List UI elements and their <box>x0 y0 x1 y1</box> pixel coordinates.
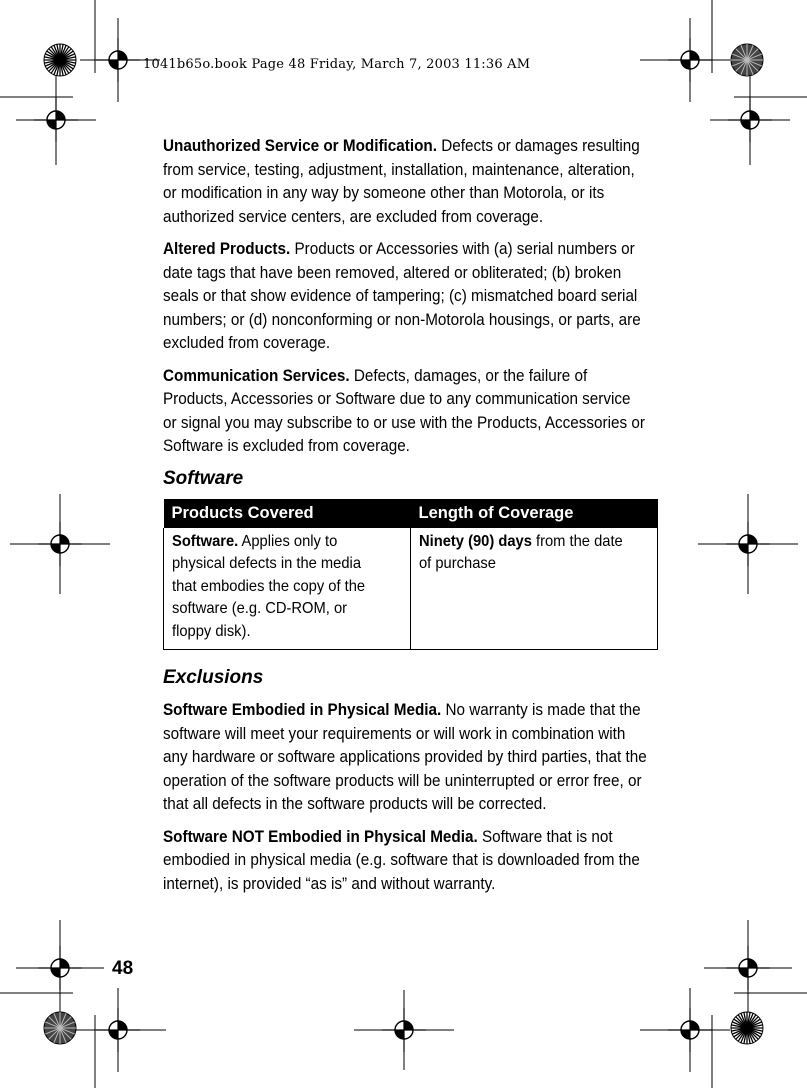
paragraph-title: Unauthorized Service or Modification. <box>163 136 437 155</box>
page-content <box>163 134 647 904</box>
table-row <box>164 528 658 650</box>
print-slug: 1041b65o.book Page 48 Friday, March 7, 2003 11:36 AM <box>143 57 531 72</box>
length-of-coverage-cell <box>411 528 658 650</box>
paragraph-text: No warranty is made that the software will meet your requirements or will work in combination with any hardware or software applications provided by third parties, that the operation of the software products will be uninterrupted or error free, or that all defects in the software products will be corrected. <box>163 700 647 813</box>
product-text: Applies only to physical defects in the media that embodies the copy of the software (e.g. CD-ROM, or floppy disk). <box>172 532 366 640</box>
paragraph-title: Altered Products. <box>163 239 291 258</box>
paragraph-text: Software that is not embodied in physical media (e.g. software that is downloaded from the internet), is provided “as is” and without warranty. <box>163 826 640 893</box>
coverage-text: from the date of purchase <box>419 532 623 572</box>
paragraph-title: Software Embodied in Physical Media. <box>163 700 442 719</box>
page-number: 48 <box>112 958 134 979</box>
product-title: Software. <box>172 532 239 550</box>
paragraph-text: Defects or damages resulting from service, testing, adjustment, installation, maintenance, alteration, or modification in any way by someone other than Motorola, or its authorized service centers, are excluded from coverage. <box>163 136 640 226</box>
paragraph-text: Products or Accessories with (a) serial numbers or date tags that have been removed, altered or obliterated; (b) broken seals or that show evidence of tampering; (c) mismatched board serial numbers; or (d) nonconforming or non-Motorola housings, or parts, are excluded from coverage. <box>163 239 641 352</box>
communication-services-paragraph <box>163 364 647 458</box>
exclusions-heading: Exclusions <box>163 667 264 688</box>
altered-products-paragraph <box>163 237 647 355</box>
paragraph-title: Software NOT Embodied in Physical Media. <box>163 826 478 846</box>
software-coverage-table <box>163 499 658 651</box>
software-heading: Software <box>163 467 244 489</box>
software-not-physical-media-paragraph <box>163 825 647 896</box>
paragraph-text: Defects, damages, or the failure of Products, Accessories or Software due to any communication service or signal you may subscribe to or use with the Products, Accessories or Software is excluded from coverage. <box>163 365 645 455</box>
table-header-row <box>164 499 658 528</box>
software-physical-media-paragraph <box>163 698 647 816</box>
column-header-coverage: Length of Coverage <box>411 499 658 528</box>
coverage-title: Ninety (90) days <box>419 532 532 550</box>
paragraph-title: Communication Services. <box>163 365 350 385</box>
products-covered-cell <box>164 528 411 650</box>
unauthorized-service-paragraph <box>163 134 647 228</box>
column-header-products: Products Covered <box>164 499 411 528</box>
